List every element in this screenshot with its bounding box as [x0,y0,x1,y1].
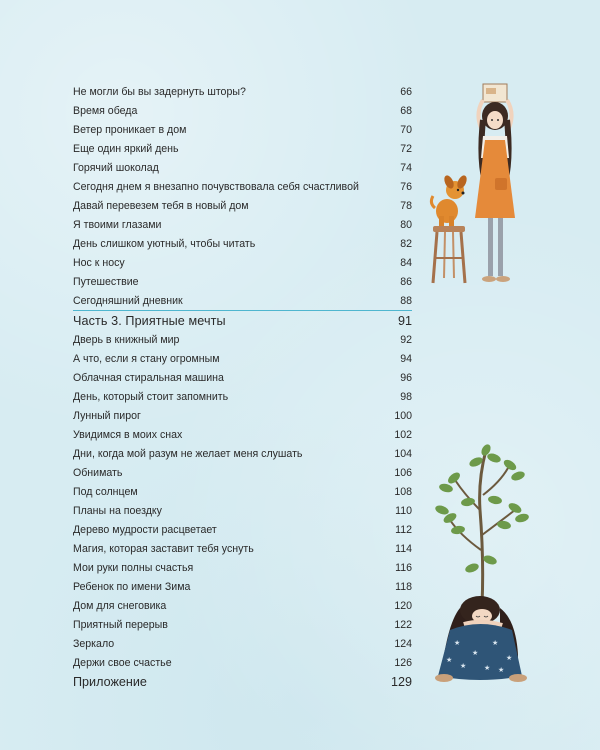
toc-entry[interactable] [73,216,412,235]
toc-entry[interactable] [73,464,412,483]
toc-entry-page: 116 [395,562,412,574]
svg-text:★: ★ [472,649,479,657]
toc-entry-page: 110 [395,505,412,517]
toc-entry-page: 102 [394,429,412,441]
toc-part-heading[interactable] [73,312,412,331]
toc-entry-title: День, который стоит запомнить [73,391,229,403]
toc-entry-title: Магия, которая заставит тебя уснуть [73,543,254,555]
toc-entry-title: Дерево мудрости расцветает [73,524,217,536]
toc-entry[interactable] [73,331,412,350]
toc-entry-page: 82 [400,238,412,250]
stool-icon [433,226,465,283]
toc-entry-page: 66 [400,86,412,98]
toc-entry-page: 86 [400,276,412,288]
toc-entry[interactable] [73,502,412,521]
sitting-girl-icon [435,596,527,682]
toc-entry-page: 112 [395,524,412,536]
toc-entry-page: 114 [395,543,412,555]
toc-entry[interactable] [73,369,412,388]
toc-entry-title: Облачная стиральная машина [73,372,224,384]
toc-entry-title: Давай перевезем тебя в новый дом [73,200,249,212]
toc-entry[interactable] [73,292,412,311]
toc-entry-title: Путешествие [73,276,139,288]
toc-entry-title: Сегодняшний дневник [73,295,183,307]
toc-entry-title: Планы на поездку [73,505,162,517]
toc-entry[interactable] [73,273,412,292]
toc-entry[interactable] [73,159,412,178]
toc-entry[interactable] [73,578,412,597]
toc-appendix-page: 129 [390,675,412,689]
toc-entry-page: 78 [400,200,412,212]
toc-entry-title: Держи свое счастье [73,657,172,669]
toc-entry[interactable] [73,121,412,140]
toc-entry[interactable] [73,350,412,369]
toc-entry-page: 84 [400,257,412,269]
toc-entry[interactable] [73,483,412,502]
toc-entry-title: Дни, когда мой разум не желает меня слушать [73,448,303,460]
toc-entry-page: 126 [394,657,412,669]
toc-entry-title: Зеркало [73,638,115,650]
toc-entry-title: Ребенок по имени Зима [73,581,191,593]
toc-entry[interactable] [73,426,412,445]
toc-entry-page: 76 [400,181,412,193]
toc-entry[interactable] [73,635,412,654]
toc-entry-title: Обнимать [73,467,123,479]
toc-entry-page: 80 [400,219,412,231]
toc-entry-page: 98 [400,391,412,403]
toc-entry-page: 88 [400,295,412,307]
toc-appendix-title: Приложение [73,675,147,689]
toc-entry-title: Сегодня днем я внезапно почувствовала себя счастливой [73,181,359,193]
svg-text:★: ★ [454,639,461,647]
toc-entry[interactable] [73,388,412,407]
svg-text:★: ★ [484,664,491,672]
svg-text:★: ★ [498,666,505,674]
toc-part-page: 91 [397,314,412,328]
toc-entry-page: 106 [394,467,412,479]
toc-entry-page: 70 [400,124,412,136]
svg-text:★: ★ [506,654,513,662]
toc-entry-title: Не могли бы вы задернуть шторы? [73,86,246,98]
toc-entry-title: Приятный перерыв [73,619,168,631]
toc-entry-title: Увидимся в моих снах [73,429,183,441]
girl-with-box-illustration [425,78,535,293]
part-divider-rule [73,310,412,311]
toc-entry[interactable] [73,102,412,121]
toc-entry-page: 122 [394,619,412,631]
toc-entry-page: 68 [400,105,412,117]
toc-entry[interactable] [73,83,412,102]
toc-entry[interactable] [73,254,412,273]
toc-entry-page: 74 [400,162,412,174]
toc-entry[interactable] [73,178,412,197]
toc-entry[interactable] [73,407,412,426]
toc-entry[interactable] [73,445,412,464]
toc-entry-title: Дом для снеговика [73,600,167,612]
girl-under-tree-illustration [420,440,540,685]
toc-entry-page: 118 [395,581,412,593]
toc-entry-page: 120 [394,600,412,612]
svg-text:★: ★ [446,656,453,664]
toc-entry-title: Лунный пирог [73,410,141,422]
toc-entry-title: Дверь в книжный мир [73,334,180,346]
toc-entry[interactable] [73,597,412,616]
toc-entry-title: Я твоими глазами [73,219,162,231]
toc-entry-title: Еще один яркий день [73,143,179,155]
tree-icon [434,443,530,605]
toc-entry-page: 72 [400,143,412,155]
toc-entry[interactable] [73,540,412,559]
toc-entry[interactable] [73,521,412,540]
toc-entry-title: Горячий шоколад [73,162,159,174]
toc-entry[interactable] [73,616,412,635]
toc-appendix[interactable] [73,673,412,692]
toc-entry[interactable] [73,559,412,578]
girl-icon [475,84,515,282]
toc-entry-page: 124 [394,638,412,650]
toc-entry-title: Ветер проникает в дом [73,124,187,136]
toc-entry-title: Мои руки полны счастья [73,562,194,574]
toc-entry[interactable] [73,654,412,673]
toc-entry-page: 96 [400,372,412,384]
dog-icon [431,174,468,226]
toc-entry-title: Нос к носу [73,257,125,269]
toc-entry-page: 94 [400,353,412,365]
toc-entry-page: 108 [394,486,412,498]
toc-entry-page: 92 [400,334,412,346]
toc-part-title: Часть 3. Приятные мечты [73,314,226,328]
toc-entry-title: День слишком уютный, чтобы читать [73,238,256,250]
toc-entry-title: Под солнцем [73,486,138,498]
svg-text:★: ★ [460,662,467,670]
toc-entry[interactable] [73,140,412,159]
toc-entry-page: 100 [394,410,412,422]
toc-entry-title: Время обеда [73,105,138,117]
toc-entry-title: А что, если я стану огромным [73,353,220,365]
toc-entry[interactable] [73,235,412,254]
toc-entry-page: 104 [394,448,412,460]
svg-text:★: ★ [492,639,499,647]
toc-entry[interactable] [73,197,412,216]
